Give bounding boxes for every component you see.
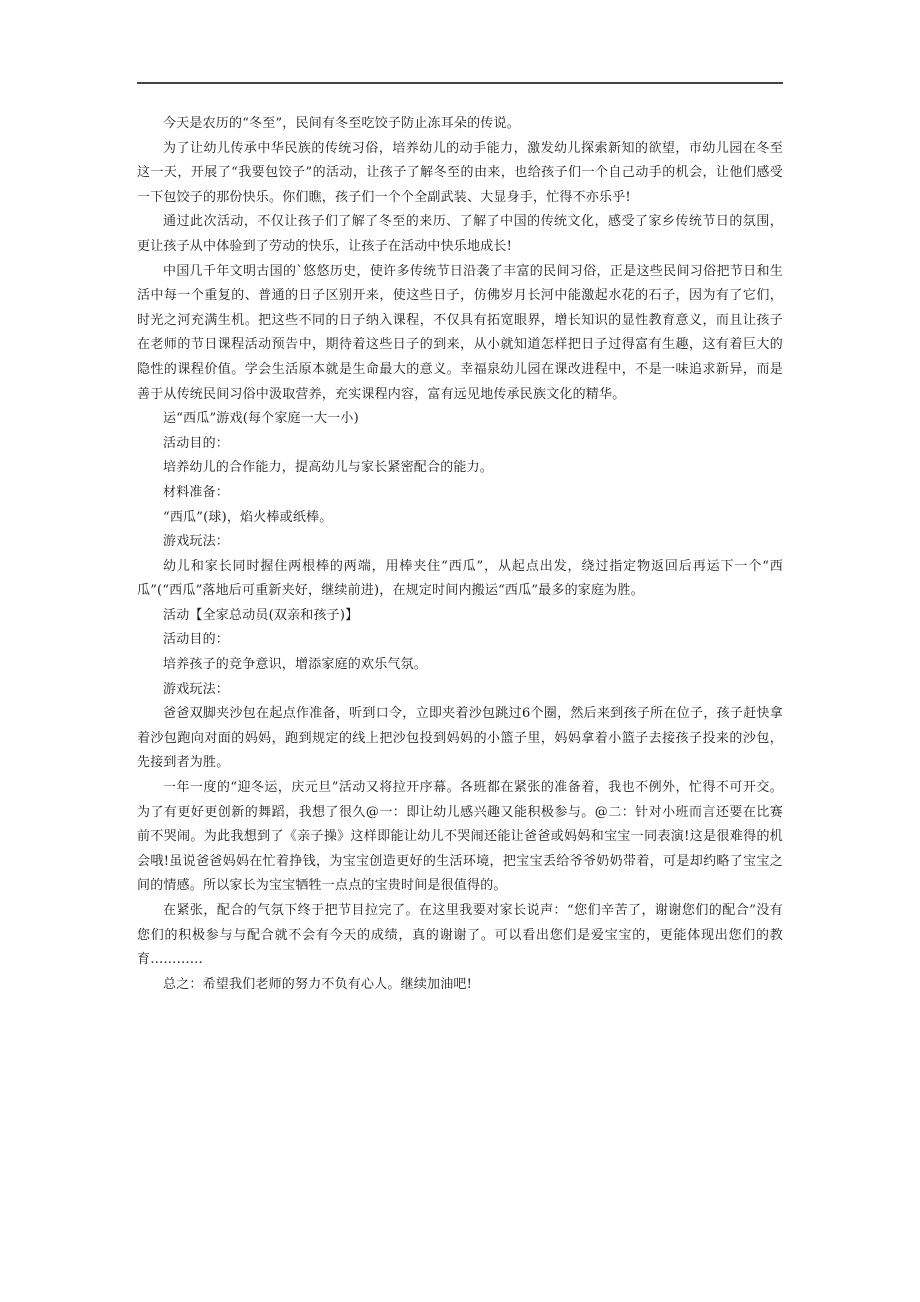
paragraph: 通过此次活动，不仅让孩子们了解了冬至的来历、了解了中国的传统文化，感受了家乡传统节日的氛围，更让孩子从中体验到了劳动的快乐，让孩子在活动中快乐地成长! <box>137 214 783 254</box>
paragraph: 培养幼儿的合作能力，提高幼儿与家长紧密配合的能力。 <box>163 460 494 476</box>
subheading: 活动目的： <box>163 632 230 648</box>
paragraph: 总之：希望我们老师的努力不负有心人。继续加油吧! <box>163 976 473 992</box>
subheading: 游戏玩法： <box>163 534 230 550</box>
paragraph: 爸爸双脚夹沙包在起点作准备，听到口令，立即夹着沙包跳过6个圈，然后来到孩子所在位子，孩子赶快拿着沙包跑向对面的妈妈，跑到规定的线上把沙包投到妈妈的小篮子里，妈妈拿着小篮子去接孩子投来的沙包，先接到者为胜。 <box>137 706 783 771</box>
subheading: 材料准备： <box>163 484 230 500</box>
paragraph: 培养孩子的竞争意识，增添家庭的欢乐气氛。 <box>163 657 428 673</box>
paragraph: 在紧张，配合的气氛下终于把节目拉完了。在这里我要对家长说声：“您们辛苦了，谢谢您们的配合”没有您们的积极参与与配合就不会有今天的成绩，真的谢谢了。可以看出您们是爱宝宝的，更能体现出您们的教育………… <box>137 903 783 968</box>
paragraph: 今天是农历的“冬至”，民间有冬至吃饺子防止冻耳朵的传说。 <box>163 116 520 131</box>
paragraph: 为了让幼儿传承中华民族的传统习俗，培养幼儿的动手能力，激发幼儿探索新知的欲望，市幼儿园在冬至这一天，开展了“我要包饺子”的活动，让孩子了解冬至的由来，也给孩子们一个自己动手的机会，让他们感受一下包饺子的那份快乐。你们瞧，孩子们一个个全副武装、大显身手，忙得不亦乐乎! <box>137 140 783 205</box>
paragraph: 一年一度的“迎冬运，庆元旦”活动又将拉开序幕。各班都在紧张的准备着，我也不例外，忙得不可开交。为了有更好更创新的舞蹈，我想了很久@一：即让幼儿感兴趣又能积极参与。@二：针对小班而言还要在比赛前不哭闹。为此我想到了《亲子操》这样即能让幼儿不哭闹还能让爸爸或妈妈和宝宝一同表演!这是很难得的机会哦!虽说爸爸妈妈在忙着挣钱，为宝宝创造更好的生活环境，把宝宝丢给爷爷奶奶带着，可是却约略了宝宝之间的情感。所以家长为宝宝牺牲一点点的宝贵时间是很值得的。 <box>137 780 783 894</box>
section-heading: 活动【全家总动员(双亲和孩子)】 <box>163 607 359 623</box>
subheading: 活动目的： <box>163 435 230 451</box>
paragraph: “西瓜”(球)，焰火棒或纸棒。 <box>163 509 333 525</box>
paragraph: 幼儿和家长同时握住两根棒的两端，用棒夹住“西瓜”，从起点出发，绕过指定物返回后再运下一个“西瓜”(“西瓜”落地后可重新夹好，继续前进)，在规定时间内搬运“西瓜”最多的家庭为胜。 <box>137 558 783 599</box>
paragraph: 中国几千年文明古国的`悠悠历史，使许多传统节日沿袭了丰富的民间习俗，正是这些民间习俗把节日和生活中每一个重复的、普通的日子区别开来，使这些日子，仿佛岁月长河中能激起水花的石子，因为有了它们，时光之河充满生机。把这些不同的日子纳入课程，不仅具有拓宽眼界，增长知识的显性教育意义，而且让孩子在老师的节日课程活动预告中，期待着这些日子的到来，从小就知道怎样把日子过得富有生趣，这有着巨大的隐性的课程价值。学会生活原本就是生命最大的意义。幸福泉幼儿园在课改进程中，不是一味追求新异，而是善于从传统民间习俗中汲取营养，充实课程内容，富有远见地传承民族文化的精华。 <box>137 263 783 402</box>
subheading: 游戏玩法： <box>163 681 230 697</box>
header-rule <box>137 82 783 84</box>
document-body <box>137 112 783 997</box>
section-heading: 运“西瓜”游戏(每个家庭一大一小) <box>163 411 359 427</box>
